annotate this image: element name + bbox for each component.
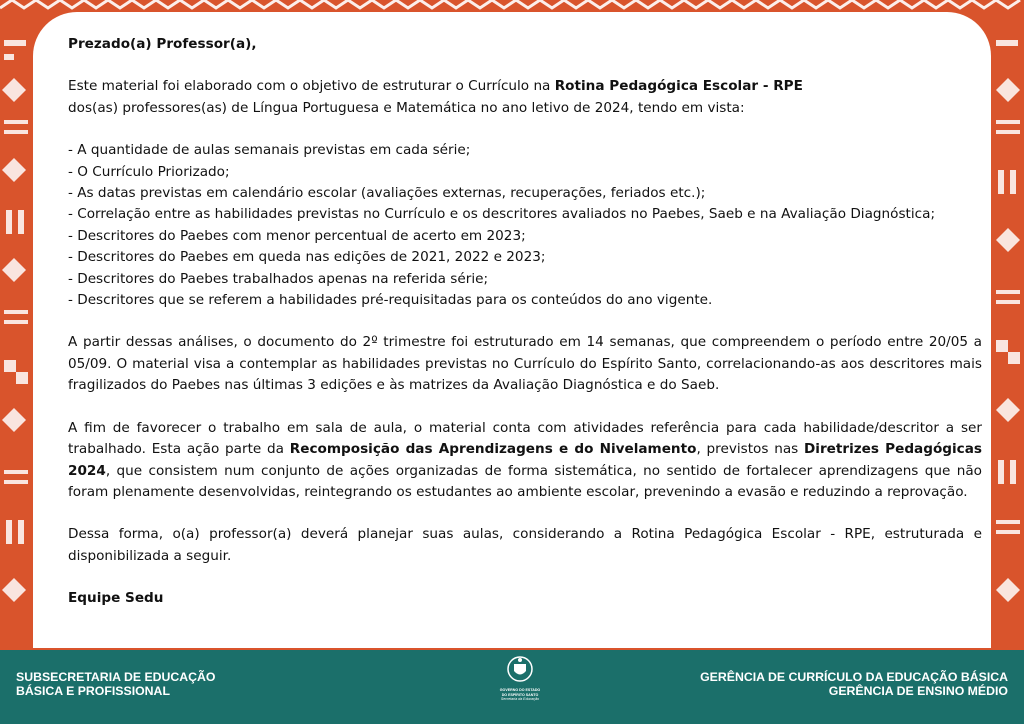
footer-right: GERÊNCIA DE CURRÍCULO DA EDUCAÇÃO BÁSICA GERÊNCIA DE ENSINO MÉDIO — [700, 670, 1008, 698]
list-item: - Correlação entre as habilidades previstas no Currículo e os descritores avaliados no Paebes, Saeb e na Avaliação Diagnóstica; — [68, 206, 936, 223]
paragraph-recomposition: A fim de favorecer o trabalho em sala de aula, o material conta com atividades referência para cada habilidade/descritor a ser trabalhado. Esta ação parte da Recomposição das Aprendizagens e do Nivelamento, previstos nas Diretrizes Pedagógicas 2024, que consistem num conjunto de ações organizadas de forma sistemática, no sentido de fortalecer aprendizagens que não foram plenamente desenvolvidas, reintegrando os estudantes ao ambiente escolar, prevenindo a evasão e reduzindo a reprovação. — [68, 419, 983, 500]
paragraph-analysis: A partir dessas análises, o documento do 2º trimestre foi estruturado em 14 semanas, que compreendem o período entre 20/05 a 05/09. O material visa a contemplar as habilidades previstas no Currículo do Espírito Santo, correlacionando-as aos descritores mais fragilizados do Paebes nas últimas 3 edições e às matrizes da Avaliação Diagnóstica e do Saeb. — [68, 334, 982, 394]
intro-line-1: Este material foi elaborado com o objetivo de estruturar o Currículo na Rotina Pedagógica Escolar - RPE — [68, 78, 803, 95]
state-seal: GOVERNO DO ESTADO DO ESPÍRITO SANTO Secretaria da Educação — [486, 654, 554, 702]
list-item: - O Currículo Priorizado; — [68, 163, 230, 180]
footer-left: SUBSECRETARIA DE EDUCAÇÃO BÁSICA E PROFISSIONAL — [16, 670, 216, 698]
list-item: - A quantidade de aulas semanais previstas em cada série; — [68, 142, 471, 159]
paragraph-planning: Dessa forma, o(a) professor(a) deverá planejar suas aulas, considerando a Rotina Pedagógica Escolar - RPE, estruturada e disponibilizada a seguir. — [68, 526, 982, 564]
greeting: Prezado(a) Professor(a), — [68, 36, 257, 52]
intro-line-2: dos(as) professores(as) de Língua Portuguesa e Matemática no ano letivo de 2024, tendo em vista: — [68, 99, 745, 116]
footer-bar — [0, 650, 1024, 724]
list-item: - Descritores do Paebes com menor percentual de acerto em 2023; — [68, 227, 526, 244]
list-item: - Descritores do Paebes trabalhados apenas na referida série; — [68, 270, 489, 287]
list-item: - Descritores que se referem a habilidades pré-requisitadas para os conteúdos do ano vigente. — [68, 292, 713, 309]
signature: Equipe Sedu — [68, 590, 164, 607]
list-item: - Descritores do Paebes em queda nas edições de 2021, 2022 e 2023; — [68, 249, 546, 266]
coat-of-arms-icon — [505, 654, 535, 684]
list-item: - As datas previstas em calendário escolar (avaliações externas, recuperações, feriados etc.); — [68, 185, 706, 202]
criteria-list — [68, 140, 982, 311]
letter-body — [68, 34, 982, 610]
